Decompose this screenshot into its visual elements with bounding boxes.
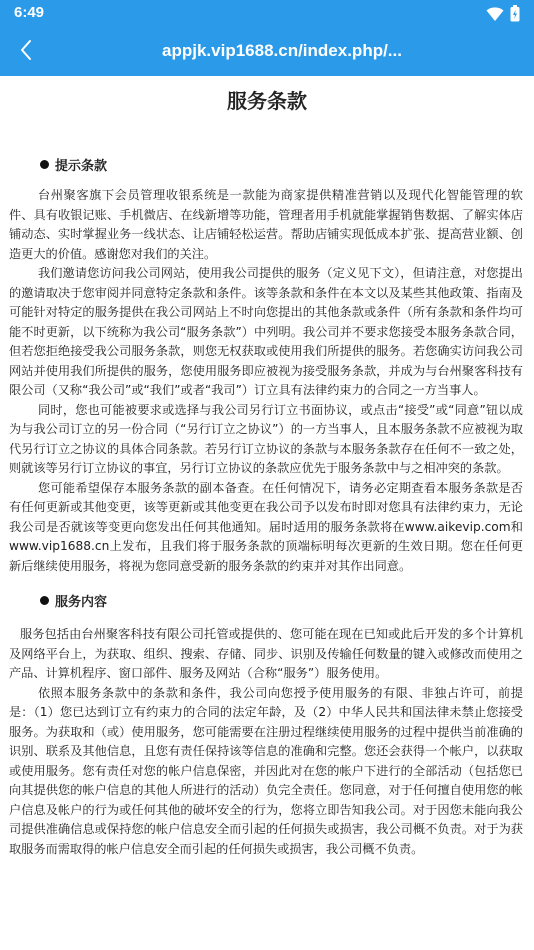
- paragraph: 同时，您也可能被要求或选择与我公司另行订立书面协议，或点击“接受”或“同意”钮以成为与我公司订立的另一份合同（“另行订立之协议”）的一方当事人，且本服务条款不应被视为取代另行订立之协议的具体合同条款。若另行订立协议的条款与本服务条款存在任何不一致之处，则就该等另行订立协议的事宜，另行订立协议的条款应优先于服务条款中与之相冲突的条款。: [9, 402, 523, 475]
- page-title: 服务条款: [227, 89, 307, 113]
- app-bar: [0, 28, 534, 76]
- spacer: [0, 116, 534, 155]
- chevron-left-icon: [19, 39, 33, 65]
- status-icons: [486, 5, 520, 26]
- wifi-icon: [486, 6, 504, 26]
- spacer: [0, 576, 534, 591]
- status-bar: [0, 0, 534, 28]
- battery-icon: [510, 5, 520, 26]
- section-heading-tips: [0, 155, 534, 174]
- bullet-icon: [40, 596, 49, 605]
- paragraph: 依照本服务条款中的条款和条件，我公司向您授予使用服务的有限、非独占许可，前提是：（1）您已达到订立有约束力的合同的法定年龄，及（2）中华人民共和国法律未禁止您接受服务。为获取和（或）使用服务，您可能需要在注册过程继续使用服务的过程中提供当前准确的识别、联系及其他信息，且您有责任保持该等信息的准确和完整。您还会获得一个帐户，以获取或使用服务。您有责任对您的帐户信息保密，并因此对在您的帐户下进行的全部活动（包括您已向其提供您的帐户信息的其他人所进行的活动）负完全责任。您同意，对于任何擅自使用您的帐户信息及帐户的行为或任何其他的破坏安全的行为，您将立即告知我公司。对于因您未能向我公司提供准确信息或保持您的帐户信息安全而引起的任何损失或损害，我公司概不负责。对于为获取服务而需取得的帐户信息安全而引起的任何损失或损害，我公司概不负责。: [9, 685, 523, 856]
- web-content[interactable]: [0, 76, 534, 950]
- section-heading-text: 服务内容: [55, 595, 108, 610]
- bullet-icon: [40, 160, 49, 169]
- paragraph: 我们邀请您访问我公司网站，使用我公司提供的服务（定义见下文），但请注意，对您提出的邀请取决于您审阅并同意特定条款和条件。该等条款和条件在本文以及某些其他政策、指南及可能针对特定的服务提供在我公司网站上不时向您提出的其他条款或条件（所有条款和条件均可能不时更新，以下统称为我公司“服务条款”）中列明。我公司并不要求您接受本服务条款合同，但若您拒绝接受我公司服务条款，则您无权获取或使用我们所提供的服务。若您确实访问我公司网站并使用我们所提供的服务，您使用服务即应被视为接受服务条款，并成为与台州聚客科技有限公司（又称“我公司”或“我们”或者“我司”）订立具有法律约束力的合同之一方当事人。: [9, 266, 523, 397]
- section-heading-service: [0, 591, 534, 610]
- spacer: [0, 174, 534, 186]
- paragraph: 您可能希望保存本服务条款的副本备查。在任何情况下，请务必定期查看本服务条款是否有任何更新或其他变更，该等更新或其他变更在我公司予以发布时即对您具有法律约束力，无论我公司是否就该等变更向您发出任何其他通知。届时适用的服务条款将在www.aikevip.com和www.vip1688.cn上发布，且我们将于服务条款的顶端标明每次更新的生效日期。您在任何更新后继续使用服务，将视为您同意受新的服务条款的约束并对其作出同意。: [9, 480, 523, 573]
- status-time: 6:49: [14, 4, 45, 21]
- page-url-title: appjk.vip1688.cn/index.php/...: [162, 41, 402, 60]
- back-button[interactable]: [10, 36, 42, 68]
- spacer: [0, 610, 534, 625]
- paragraph: 服务包括由台州聚客科技有限公司托管或提供的、您可能在现在已知或此后开发的多个计算机及网络平台上，为获取、组织、搜索、存储、同步、识别及传输任何数量的键入或修改而使用之产品、计算机程序、窗口部件、服务及网站（合称“服务”）服务使用。: [9, 627, 523, 680]
- paragraph: 台州聚客旗下会员管理收银系统是一款能为商家提供精准营销以及现代化智能管理的软件、具有收银记账、手机微店、在线新增等功能，管理者用手机就能掌握销售数据、了解实体店铺动态、实时掌握业务一线状态、让店铺轻松运营。帮助店铺实现低成本扩张、提高营业额、创造更大的价值。感谢您对我们的关注。: [9, 188, 523, 261]
- section-heading-text: 提示条款: [55, 159, 108, 174]
